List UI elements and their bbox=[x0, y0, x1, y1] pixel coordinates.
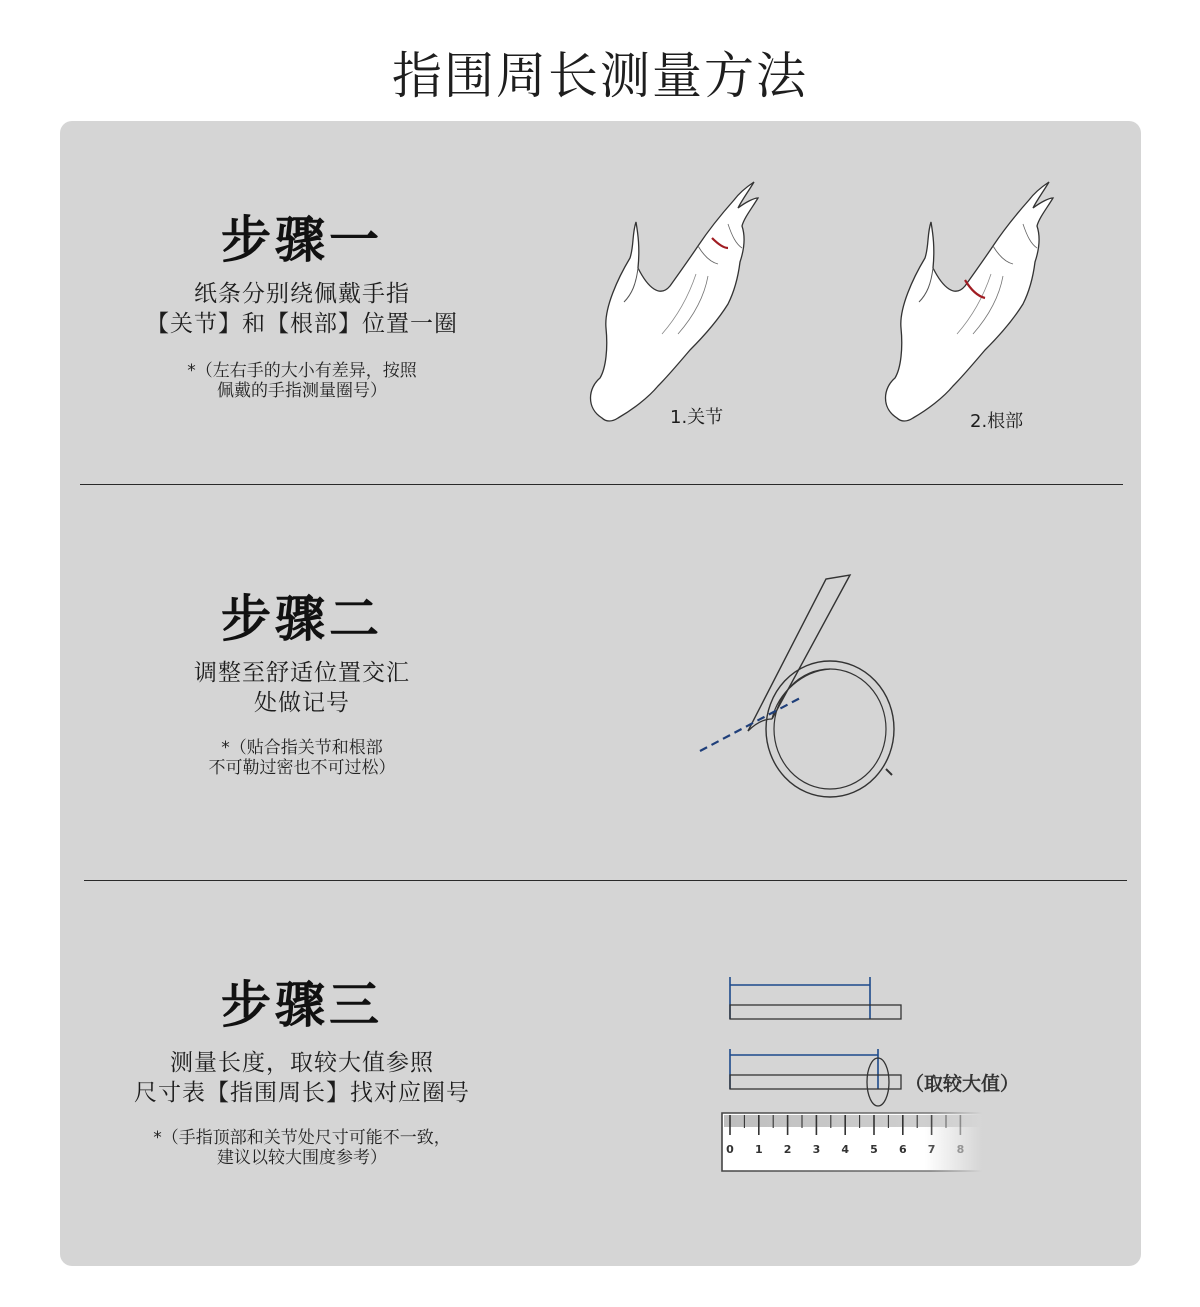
hand-joint-illustration bbox=[578, 178, 778, 428]
step2-heading: 步骤二 bbox=[221, 590, 383, 648]
ruler-tick-label: 8 bbox=[956, 1143, 965, 1156]
take-larger-label: （取较大值） bbox=[905, 1073, 1020, 1095]
step2-note bbox=[72, 738, 532, 778]
strip-root bbox=[730, 1049, 901, 1106]
ruler-tick-label: 7 bbox=[927, 1143, 936, 1156]
step2-line-2: 处做记号 bbox=[254, 690, 350, 716]
divider-1 bbox=[80, 484, 1123, 485]
step1-line-2: 【关节】和【根部】位置一圈 bbox=[146, 311, 458, 337]
instructions-panel bbox=[60, 121, 1141, 1266]
ruler-tick-label: 2 bbox=[783, 1143, 792, 1156]
step1-line-1: 纸条分别绕佩戴手指 bbox=[194, 281, 410, 307]
step3-note-line-1: *（手指顶部和关节处尺寸可能不一致， bbox=[153, 1128, 451, 1148]
page-title: 指围周长测量方法 bbox=[392, 47, 808, 105]
step2-line-1: 调整至舒适位置交汇 bbox=[194, 660, 410, 686]
ruler-tick-label: 6 bbox=[898, 1143, 907, 1156]
step3-line-1: 测量长度，取较大值参照 bbox=[170, 1050, 434, 1076]
step3-note-line-2: 建议以较大围度参考） bbox=[217, 1148, 387, 1168]
ruler-tick-label: 0 bbox=[726, 1143, 734, 1156]
ruler-tick-label: 1 bbox=[754, 1143, 763, 1156]
step1-note bbox=[72, 361, 532, 401]
ruler-labels bbox=[726, 1143, 964, 1156]
ruler-tick-label: 5 bbox=[870, 1143, 878, 1156]
step1-note-line-1: *（左右手的大小有差异，按照 bbox=[187, 361, 417, 381]
step3-heading: 步骤三 bbox=[221, 976, 383, 1034]
paper-strip-illustration bbox=[690, 573, 910, 813]
step2-note-line-1: *（贴合指关节和根部 bbox=[221, 738, 383, 758]
strip-joint bbox=[730, 977, 901, 1019]
step2-note-line-2: 不可勒过密也不可过松） bbox=[208, 758, 396, 778]
ruler-tick-label: 4 bbox=[841, 1143, 850, 1156]
hand-root-illustration bbox=[873, 178, 1073, 428]
divider-2 bbox=[84, 880, 1127, 881]
step2-text bbox=[72, 658, 532, 718]
step1-heading: 步骤一 bbox=[221, 211, 383, 269]
step1-text bbox=[72, 279, 532, 339]
ruler-tick-label: 3 bbox=[812, 1143, 821, 1156]
step3-text bbox=[72, 1048, 532, 1108]
step3-line-2: 尺寸表【指围周长】找对应圈号 bbox=[134, 1080, 470, 1106]
caption-root: 2.根部 bbox=[970, 411, 1024, 432]
step1-note-line-2: 佩戴的手指测量圈号） bbox=[217, 381, 387, 401]
step3-note bbox=[72, 1128, 532, 1168]
caption-joint: 1.关节 bbox=[670, 407, 724, 428]
